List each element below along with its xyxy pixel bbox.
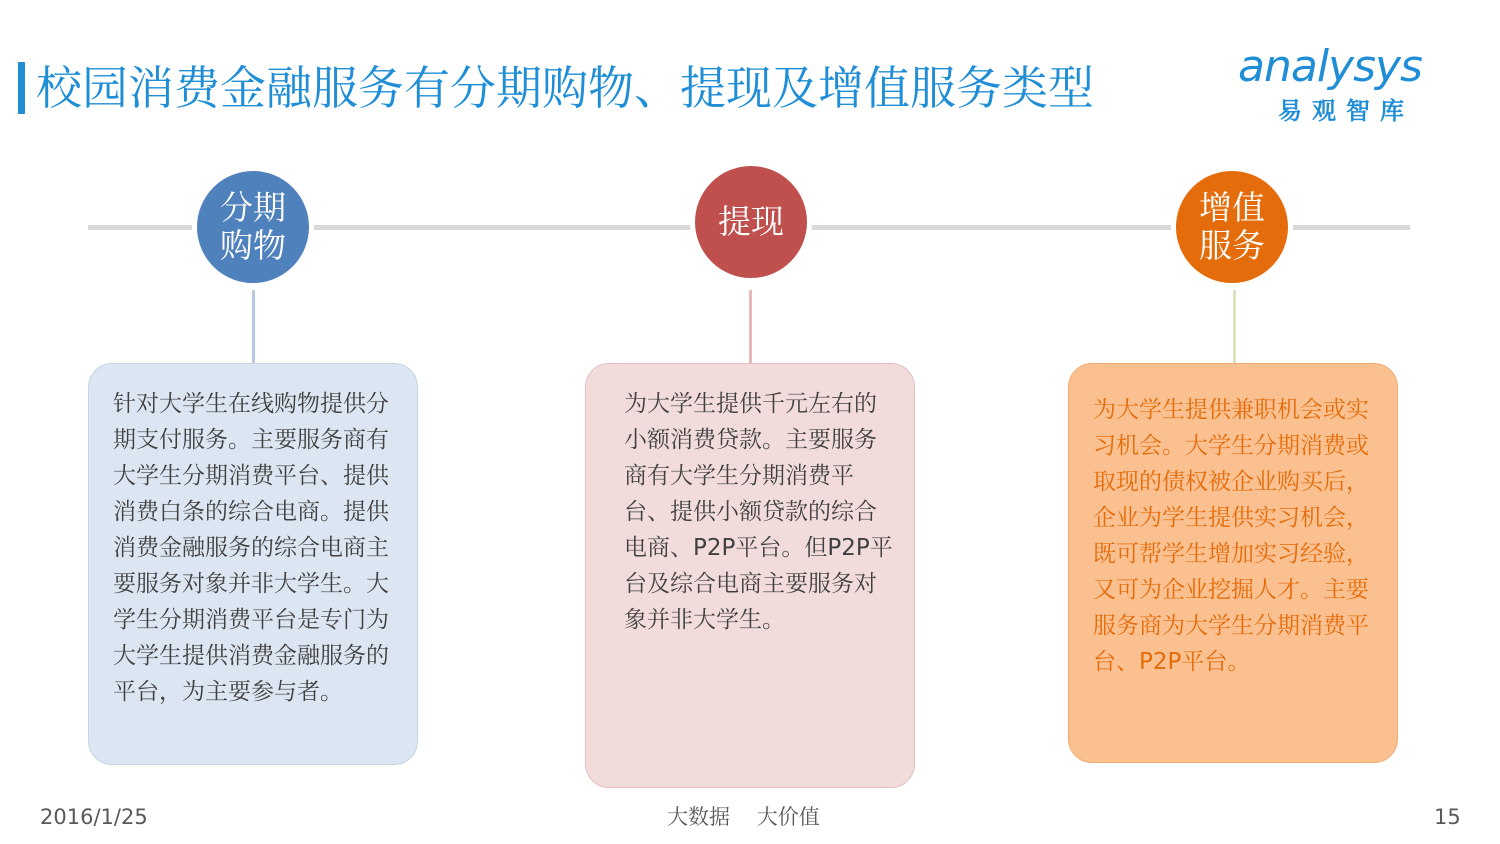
card-installment (88, 363, 418, 765)
node-cash-circle (690, 161, 812, 283)
connector-cash (749, 290, 752, 363)
node-value-added-circle (1171, 166, 1293, 288)
node-installment-label: 分期购物 (220, 188, 286, 265)
card-value-added (1068, 363, 1398, 763)
footer-date: 2016/1/25 (40, 805, 148, 829)
slide-title: 校园消费金融服务有分期购物、提现及增值服务类型 (36, 61, 1094, 115)
connector-installment (252, 290, 255, 363)
logo-subtitle: 易观智库 (1278, 97, 1414, 125)
node-cash-label: 提现 (718, 202, 784, 241)
card-value-added-text: 为大学生提供兼职机会或实习机会。大学生分期消费或取现的债权被企业购买后，企业为学生提供实习机会，既可帮学生增加实习经验，又可为企业挖掘人才。主要服务商为大学生分期消费平台、P2P平台。 (1093, 397, 1369, 675)
footer-page-number: 15 (1434, 805, 1461, 829)
card-cash-text: 为大学生提供千元左右的小额消费贷款。主要服务商有大学生分期消费平台、提供小额贷款的综合电商、P2P平台。但P2P平台及综合电商主要服务对象并非大学生。 (624, 391, 893, 633)
title-accent-bar (18, 62, 25, 114)
card-cash (585, 363, 915, 788)
node-value-added-label: 增值服务 (1199, 188, 1265, 265)
card-installment-text: 针对大学生在线购物提供分期支付服务。主要服务商有大学生分期消费平台、提供消费白条的综合电商。提供消费金融服务的综合电商主要服务对象并非大学生。大学生分期消费平台是专门为大学生提供消费金融服务的平台，为主要参与者。 (113, 391, 389, 705)
footer-slogan: 大数据 大价值 (667, 805, 820, 829)
connector-value-added (1233, 290, 1236, 363)
node-installment-circle (192, 166, 314, 288)
analysys-logo (1238, 40, 1458, 135)
logo-wordmark: analysys (1238, 41, 1422, 92)
